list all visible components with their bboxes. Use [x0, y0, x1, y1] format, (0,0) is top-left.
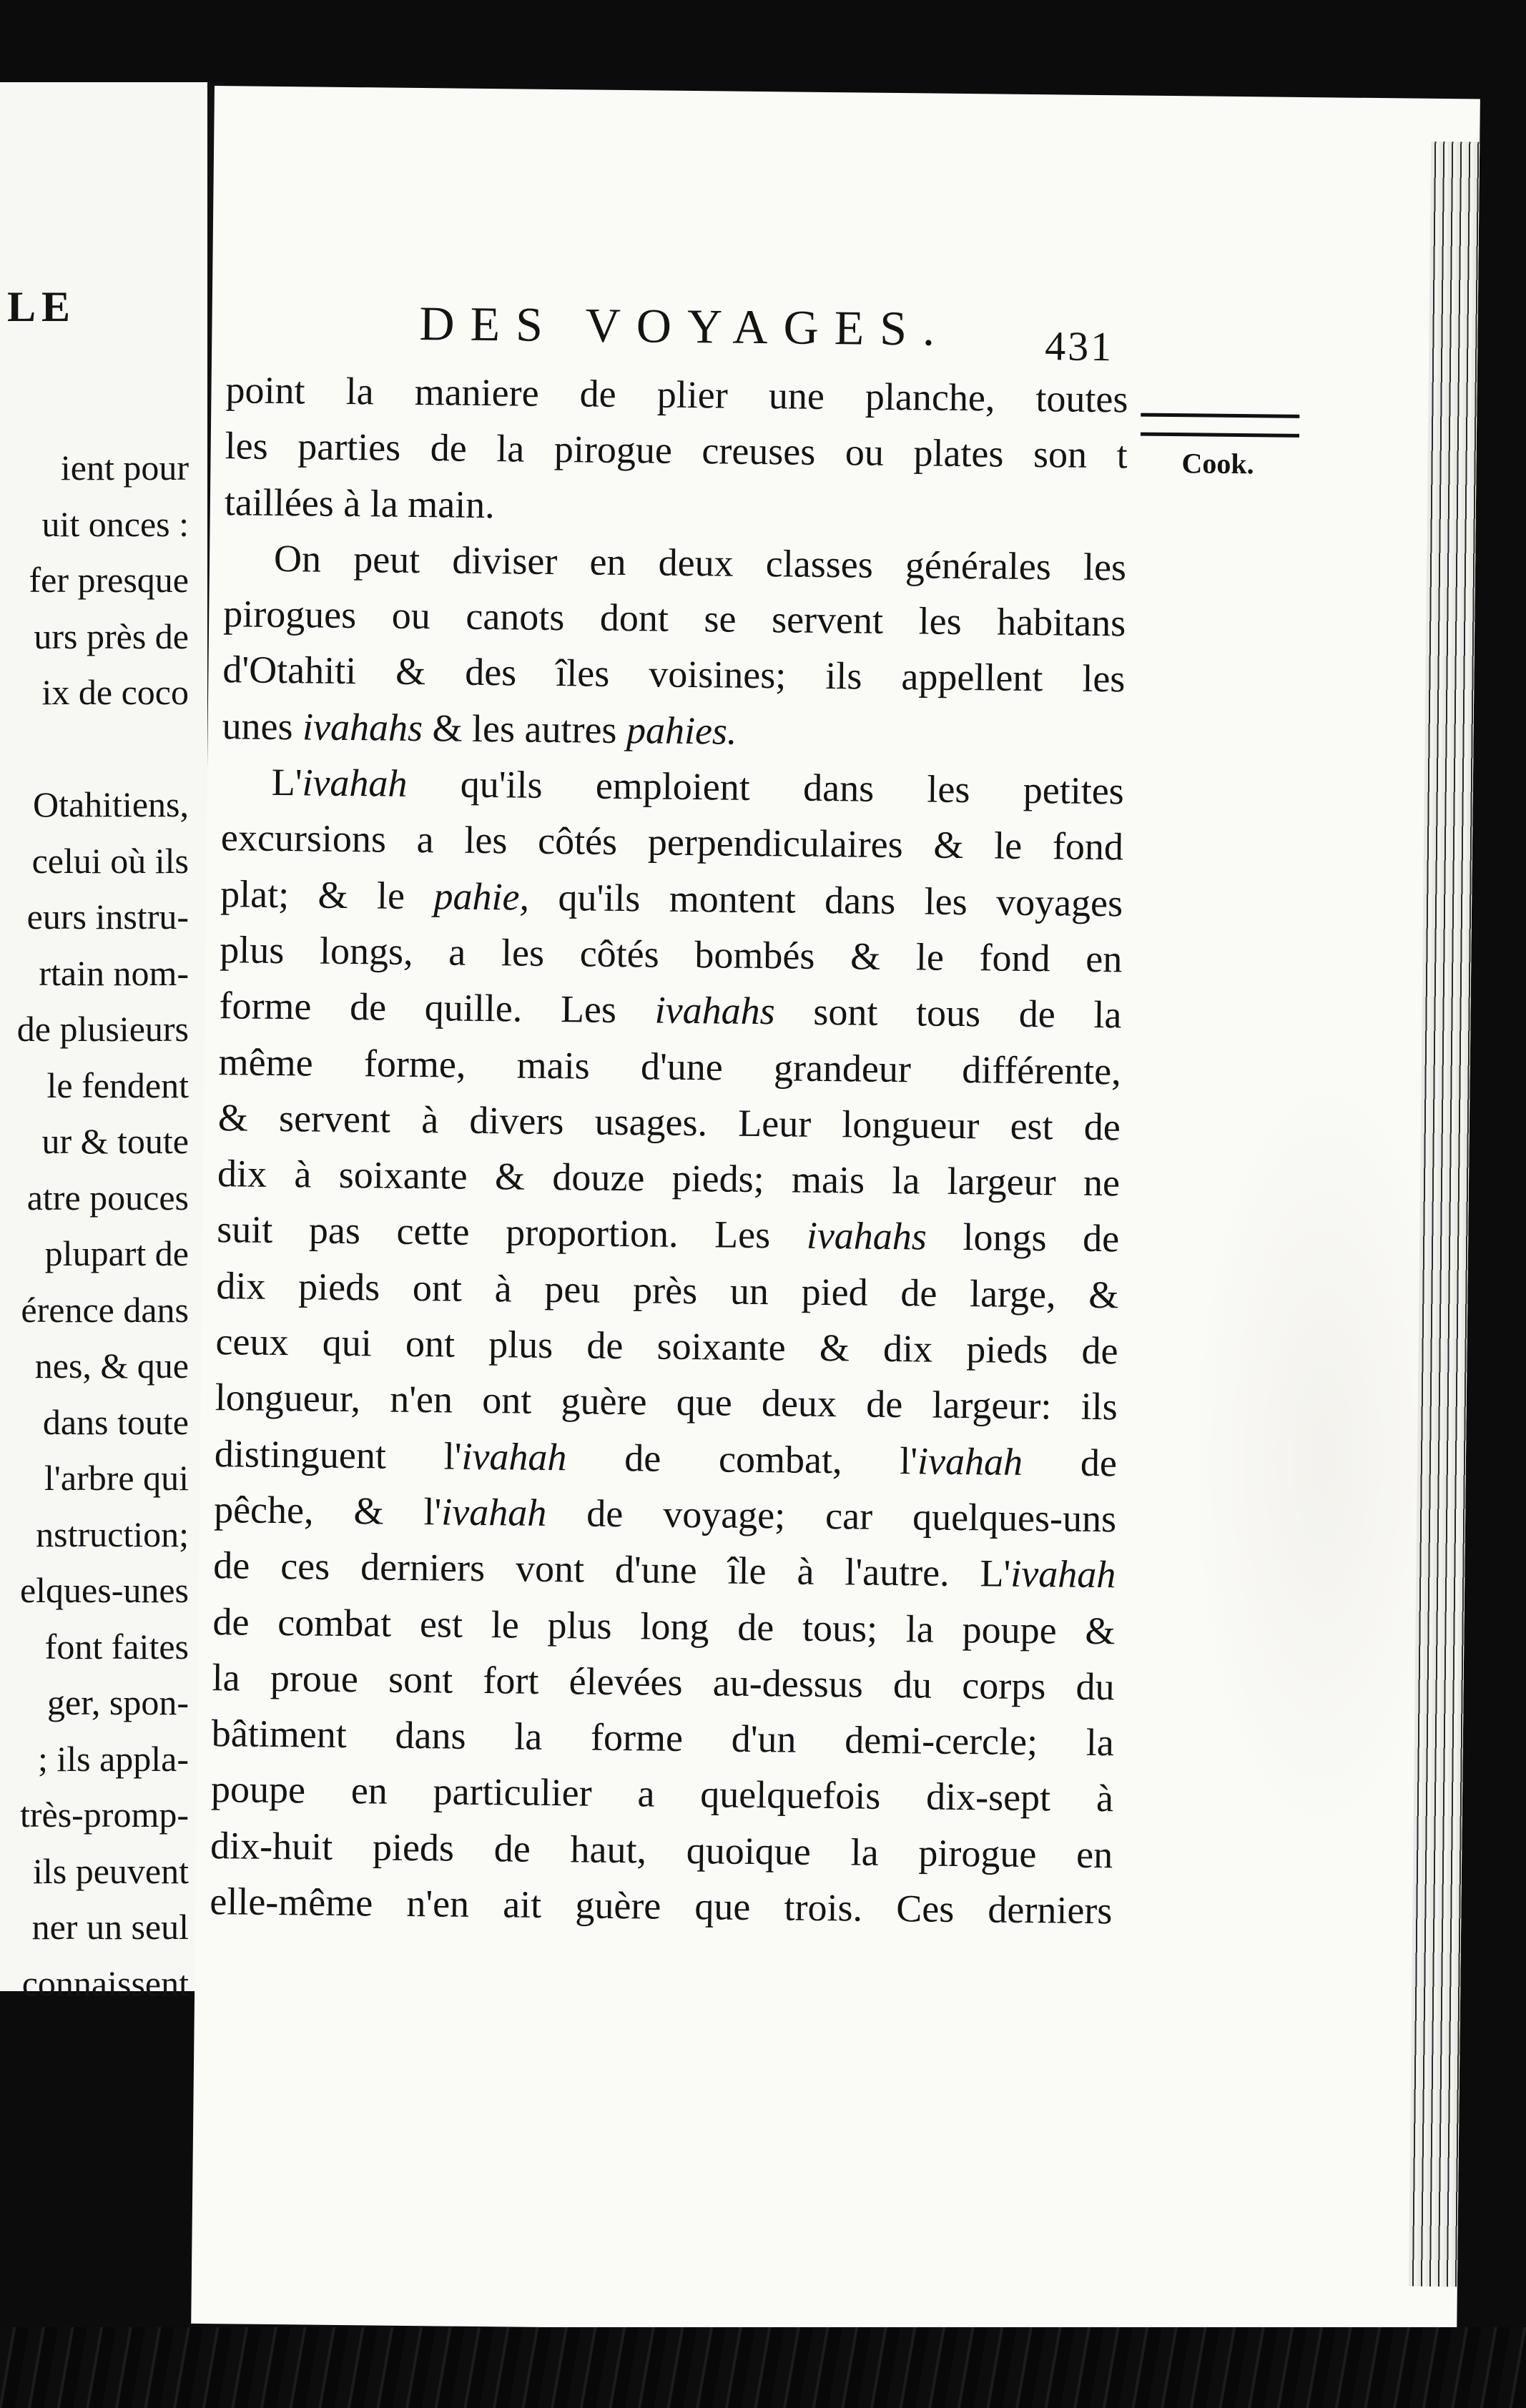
left-line: de plusieurs	[16, 1009, 189, 1049]
left-line: dans toute	[42, 1401, 189, 1442]
text-run: sont tous de la	[774, 990, 1122, 1037]
left-line: uit onces :	[41, 503, 189, 544]
text-line	[221, 754, 1124, 819]
text-run: plat; & le	[220, 872, 434, 917]
left-line: ner un seul	[31, 1907, 189, 1947]
left-line: nstruction;	[36, 1514, 189, 1554]
left-line: elques-unes	[19, 1570, 189, 1610]
text-run: qu'ils montent dans les voyages	[528, 875, 1123, 925]
left-line: font faites	[44, 1626, 189, 1667]
text-line: les parties de la pirogue creuses ou plates son t	[225, 424, 1128, 477]
body-text	[210, 362, 1128, 1938]
left-line: ient pour	[60, 448, 189, 488]
left-line: atre pouces	[26, 1177, 189, 1218]
left-paragraph-gap	[0, 721, 189, 777]
text-line: de combat est le plus long de tous; la poupe &	[212, 1599, 1116, 1652]
left-line: eurs instru-	[26, 897, 189, 937]
italic-term: ivahahs	[654, 988, 775, 1033]
left-line: celui où ils	[31, 840, 189, 881]
left-line: le fendent	[46, 1065, 189, 1105]
margin-note: Cook.	[1181, 447, 1254, 480]
text-run: de combat, l'	[566, 1435, 918, 1483]
text-line: elle-même n'en ait guère que trois. Ces derniers	[210, 1880, 1113, 1933]
text-run: de ces derniers vont d'une île à l'autre. L'	[213, 1544, 1011, 1596]
text-line: dix à soixante & douze pieds; mais la largeur ne	[217, 1152, 1121, 1205]
text-run: unes	[222, 704, 303, 749]
text-run: longs de	[926, 1215, 1120, 1260]
left-running-head: LE	[7, 283, 77, 330]
italic-term: ivahah	[440, 1490, 547, 1534]
left-line: ils peuvent	[32, 1850, 189, 1891]
text-run: pêche, & l'	[213, 1488, 442, 1534]
italic-term: ivahahs	[302, 705, 423, 749]
text-line: ceux qui ont plus de soixante & dix pieds de	[215, 1320, 1118, 1373]
left-line: ix de coco	[41, 672, 189, 712]
text-line	[213, 1537, 1116, 1603]
left-line: érence dans	[21, 1289, 189, 1330]
text-line: On peut diviser en deux classes générales les	[273, 536, 1127, 589]
text-run: de	[1022, 1440, 1118, 1484]
left-line: fer presque	[29, 560, 189, 600]
text-line: pirogues ou canots dont se servent les habitans	[222, 592, 1126, 645]
paper-stain	[1183, 1061, 1462, 1850]
left-line: l'arbre qui	[44, 1458, 189, 1498]
text-run: forme de quille. Les	[219, 984, 655, 1032]
left-line: Otahitiens,	[32, 784, 189, 824]
left-line: très-promp-	[19, 1795, 189, 1835]
left-line: urs près de	[34, 616, 189, 656]
text-line	[219, 977, 1122, 1043]
italic-term: ivahahs	[806, 1214, 927, 1258]
italic-term: pahie,	[433, 874, 530, 919]
text-run: suit pas cette proportion. Les	[216, 1208, 807, 1258]
text-run: de voyage; car quelques-uns	[546, 1491, 1117, 1541]
text-line: d'Otahiti & des îles voisines; ils appellent les	[222, 648, 1126, 701]
italic-term: ivahah	[461, 1434, 567, 1479]
running-head: DES VOYAGES.	[419, 296, 951, 356]
text-line	[215, 1426, 1118, 1491]
text-line: longueur, n'en ont guère que deux de largeur: ils	[215, 1376, 1118, 1428]
text-line	[222, 698, 1125, 764]
text-line	[220, 866, 1123, 932]
left-line: connaissent	[21, 1963, 189, 2003]
text-line: dix pieds ont à peu près un pied de large, &	[216, 1263, 1119, 1317]
left-page-text	[0, 440, 189, 2011]
text-line: plus longs, a les côtés bombés & le fond en	[220, 928, 1123, 981]
page-number: 431	[1044, 322, 1114, 370]
left-line: rtain nom-	[39, 952, 189, 993]
left-line: plupart de	[44, 1233, 189, 1273]
text-run: & les autres	[422, 706, 627, 751]
italic-term: ivahah	[1010, 1552, 1116, 1597]
italic-term: pahies.	[626, 708, 737, 753]
text-line: même forme, mais d'une grandeur différente,	[218, 1040, 1121, 1092]
scan-bottom-border	[0, 2327, 1526, 2408]
text-run: distinguent l'	[214, 1431, 462, 1478]
left-line: ; ils appla-	[37, 1738, 189, 1779]
left-line: ur & toute	[41, 1121, 189, 1161]
text-line: excursions a les côtés perpendiculaires & le fond	[220, 816, 1124, 869]
right-page	[191, 86, 1480, 2337]
margin-rule-mark	[1141, 413, 1299, 438]
text-line	[217, 1202, 1120, 1268]
text-line: bâtiment dans la forme d'un demi-cercle; la	[211, 1712, 1115, 1765]
text-run: qu'ils emploient dans les petites	[407, 761, 1125, 813]
left-line: nes, & que	[34, 1346, 189, 1386]
text-line: & servent à divers usages. Leur longueur est de	[217, 1095, 1121, 1149]
text-line: dix-huit pieds de haut, quoique la pirogue en	[210, 1823, 1113, 1877]
text-line: poupe en particulier a quelquefois dix-sept à	[210, 1767, 1114, 1820]
italic-term: ivahah	[302, 761, 408, 805]
text-line	[214, 1481, 1117, 1547]
text-run: L'	[271, 760, 302, 804]
text-line: la proue sont fort élevées au-dessus du corps du	[212, 1655, 1115, 1709]
left-page-fragment	[0, 82, 212, 2003]
left-line: ger, spon-	[47, 1682, 189, 1722]
text-line: point la maniere de plier une planche, toutes	[225, 368, 1128, 421]
italic-term: ivahah	[917, 1439, 1023, 1484]
text-line: taillées à la main.	[224, 480, 496, 526]
